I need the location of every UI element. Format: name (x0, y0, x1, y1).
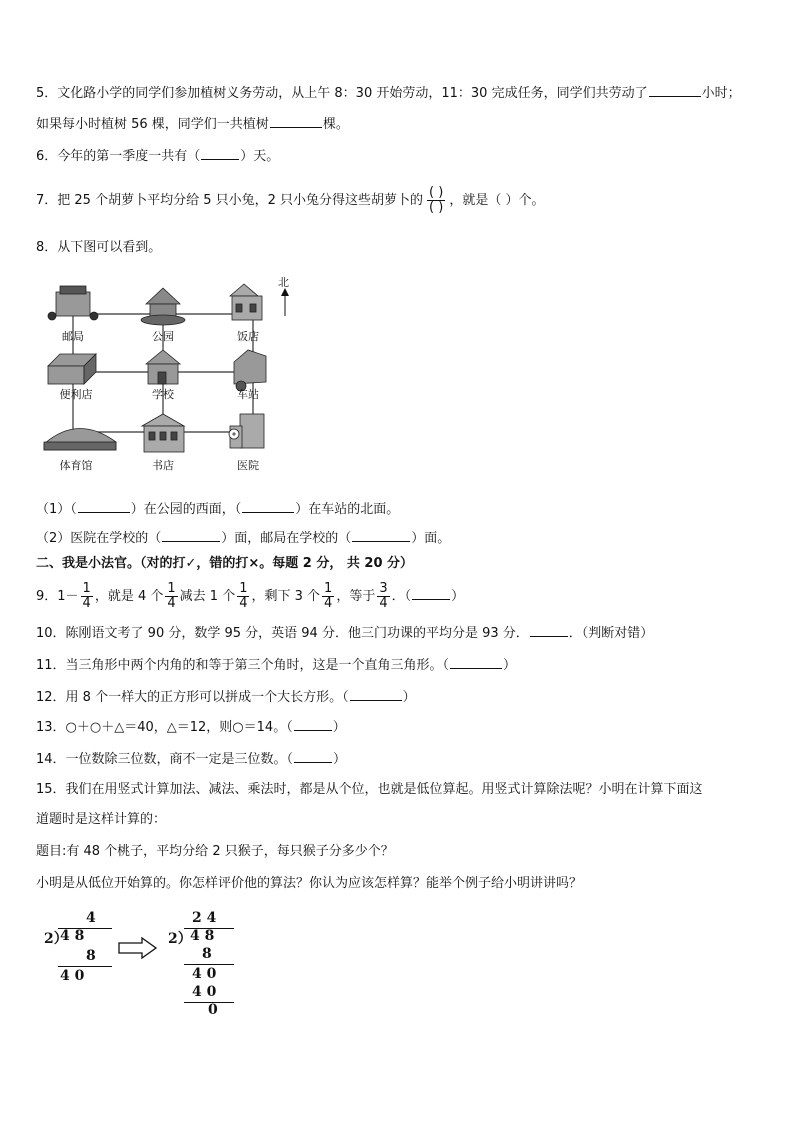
calc-right (166, 910, 246, 1020)
station-icon (234, 350, 266, 391)
q14-text-b: ） (333, 752, 347, 767)
restaurant-icon (230, 284, 262, 320)
calc-right-dividend: 4 8 (190, 928, 215, 944)
convenience-store-icon (48, 354, 96, 384)
q9-f4-denominator: 4 (324, 596, 333, 611)
calc-left-dividend: 4 8 (60, 928, 85, 944)
q8-sub1-blank2[interactable] (242, 498, 294, 513)
q8-sub2-text-b: ）面，邮局在学校的（ (221, 531, 352, 546)
q9-f3-denominator: 4 (239, 596, 248, 611)
q9-fraction-1 (81, 582, 93, 611)
q9-text-a: 9．1－ (36, 589, 79, 604)
q8-title: 8．从下图可以看到。 (36, 240, 162, 255)
calc-left-quotient: 4 (86, 910, 96, 926)
q9-f3-numerator: 1 (239, 581, 248, 596)
q9-f4-numerator: 1 (324, 581, 333, 596)
q6-text-b: ）天。 (240, 149, 280, 164)
bookstore-icon (142, 414, 184, 452)
q7-fraction-denominator: ( ) (429, 200, 444, 215)
q6-line (36, 145, 279, 167)
q9-f5-denominator: 4 (379, 596, 388, 611)
q5-line1 (36, 82, 741, 104)
q12-line (36, 686, 416, 708)
q10-blank[interactable] (530, 622, 568, 637)
q13-text-b: ） (332, 720, 346, 735)
q5-line2 (36, 113, 349, 135)
q8-sub1-text-a: （1）（ (36, 502, 77, 517)
q12-text-a: 12．用 8 个一样大的正方形可以拼成一个大长方形。（ (36, 690, 349, 705)
map-label-park: 公园 (152, 330, 174, 343)
q9-blank[interactable] (412, 585, 450, 600)
calc-left-divisor: 2） (44, 931, 68, 947)
q9-text-b: ，就是 4 个 (94, 589, 164, 604)
q7-fraction-numerator: ( ) (429, 185, 444, 200)
q9-f1-numerator: 1 (82, 581, 91, 596)
q14-line (36, 748, 346, 770)
q15-line1: 15．我们在用竖式计算加法、减法、乘法时，都是从个位，也就是低位算起。用竖式计算除法呢？小明在计算下面这 (36, 782, 703, 797)
q5-blank-trees[interactable] (270, 113, 322, 128)
calc-right-step4: 0 (208, 1002, 218, 1018)
q9-f2-denominator: 4 (167, 596, 176, 611)
map-label-station: 车站 (237, 388, 259, 401)
section2-title: 二、我是小法官。（对的打✓，错的打×。每题 2 分， 共 20 分） (36, 556, 414, 571)
map-label-convenience-store: 便利店 (59, 388, 93, 401)
q6-blank[interactable] (201, 145, 239, 160)
map-label-stadium: 体育馆 (59, 459, 93, 472)
q9-fraction-4 (322, 582, 334, 611)
q15-line3: 题目:有 48 个桃子，平均分给 2 只猴子，每只猴子分多少个？ (36, 844, 394, 859)
q9-fraction-5 (377, 582, 389, 611)
north-label: 北 (278, 276, 289, 289)
calc-right-rule1 (184, 964, 234, 965)
q10-text-a: 10．陈刚语文考了 90 分，数学 95 分，英语 94 分．他三门功课的平均分是 93 分． (36, 626, 529, 641)
map-figure (38, 274, 298, 486)
map-label-bookstore: 书店 (152, 459, 174, 472)
q6-text-a: 6．今年的第一季度一共有（ (36, 149, 201, 164)
q11-text-b: ） (503, 658, 517, 673)
q8-sub2-blank2[interactable] (352, 527, 410, 542)
q9-line (36, 578, 464, 616)
q9-text-g: ） (451, 589, 465, 604)
arrow-right-icon (118, 937, 158, 959)
calc-right-quotient: 2 4 (192, 910, 217, 926)
q9-f5-numerator: 3 (379, 581, 388, 596)
q9-text-f: ．（ (391, 589, 412, 604)
q12-blank[interactable] (350, 686, 402, 701)
q8-sub1-text-c: ）在车站的北面。 (295, 502, 400, 517)
q7-fraction[interactable] (427, 186, 445, 215)
q8-sub1-text-b: ）在公园的西面，（ (130, 502, 242, 517)
q14-text-a: 14．一位数除三位数，商不一定是三位数。（ (36, 752, 294, 767)
q9-text-d: ，剩下 3 个 (251, 589, 321, 604)
calc-right-step1: 8 (202, 946, 212, 962)
q7-text-a: 7．把 25 个胡萝卜平均分给 5 只小兔，2 只小兔分得这些胡萝卜的 (36, 193, 424, 208)
q8-sub2 (36, 527, 450, 549)
q8-sub2-blank1[interactable] (162, 527, 220, 542)
q11-text-a: 11．当三角形中两个内角的和等于第三个角时，这是一个直角三角形。（ (36, 658, 450, 673)
map-label-post-office: 邮局 (62, 330, 84, 343)
calc-left (40, 910, 120, 990)
q11-line (36, 654, 516, 676)
q10-text-b: ．（判断对错） (568, 626, 654, 641)
map-label-school: 学校 (152, 388, 174, 401)
calc-right-divisor: 2） (168, 931, 192, 947)
post-office-icon (48, 286, 98, 320)
q13-blank[interactable] (294, 716, 332, 731)
q13-text-a: 13．○＋○＋△＝40，△＝12，则○＝14。（ (36, 720, 293, 735)
q9-text-e: ，等于 (336, 589, 376, 604)
q9-text-c: 减去 1 个 (179, 589, 236, 604)
q8-sub1-blank1[interactable] (78, 498, 130, 513)
q5-text-a: 5．文化路小学的同学们参加植树义务劳动，从上午 8：30 开始劳动，11：30 完成任务，同学们共劳动了 (36, 86, 648, 101)
q5-text-c: 如果每小时植树 56 棵，同学们一共植树 (36, 117, 269, 132)
q9-fraction-2 (165, 582, 177, 611)
q10-line (36, 622, 653, 644)
calc-right-step2: 4 0 (192, 966, 217, 982)
map-label-hospital: 医院 (237, 459, 259, 472)
q11-blank[interactable] (450, 654, 502, 669)
school-icon (146, 350, 180, 384)
q9-fraction-3 (237, 582, 249, 611)
q15-line4: 小明是从低位开始算的。你怎样评价他的算法？你认为应该怎样算？能举个例子给小明讲讲吗？ (36, 876, 583, 891)
q12-text-b: ） (402, 690, 416, 705)
q5-blank-hours[interactable] (649, 82, 701, 97)
q5-text-b: 小时； (701, 86, 741, 101)
q13-line (36, 716, 346, 738)
q15-line2: 道题时是这样计算的： (36, 812, 167, 827)
q14-blank[interactable] (294, 748, 332, 763)
hospital-icon (229, 414, 264, 448)
map-label-restaurant: 饭店 (237, 330, 259, 343)
q7-line (36, 183, 544, 219)
q9-f1-denominator: 4 (82, 596, 91, 611)
north-arrow-icon (278, 276, 289, 316)
q8-sub2-text-a: （2）医院在学校的（ (36, 531, 162, 546)
q8-sub2-text-c: ）面。 (411, 531, 451, 546)
park-icon (141, 288, 185, 325)
q9-f2-numerator: 1 (167, 581, 176, 596)
calc-left-rule (58, 966, 112, 967)
calc-left-step1: 8 (86, 948, 96, 964)
q5-text-d: 棵。 (322, 117, 349, 132)
q8-sub1 (36, 498, 399, 520)
q7-text-b: ，就是（ ）个。 (449, 193, 545, 208)
calc-right-step3: 4 0 (192, 984, 217, 1000)
calc-left-step2: 4 0 (60, 968, 85, 984)
